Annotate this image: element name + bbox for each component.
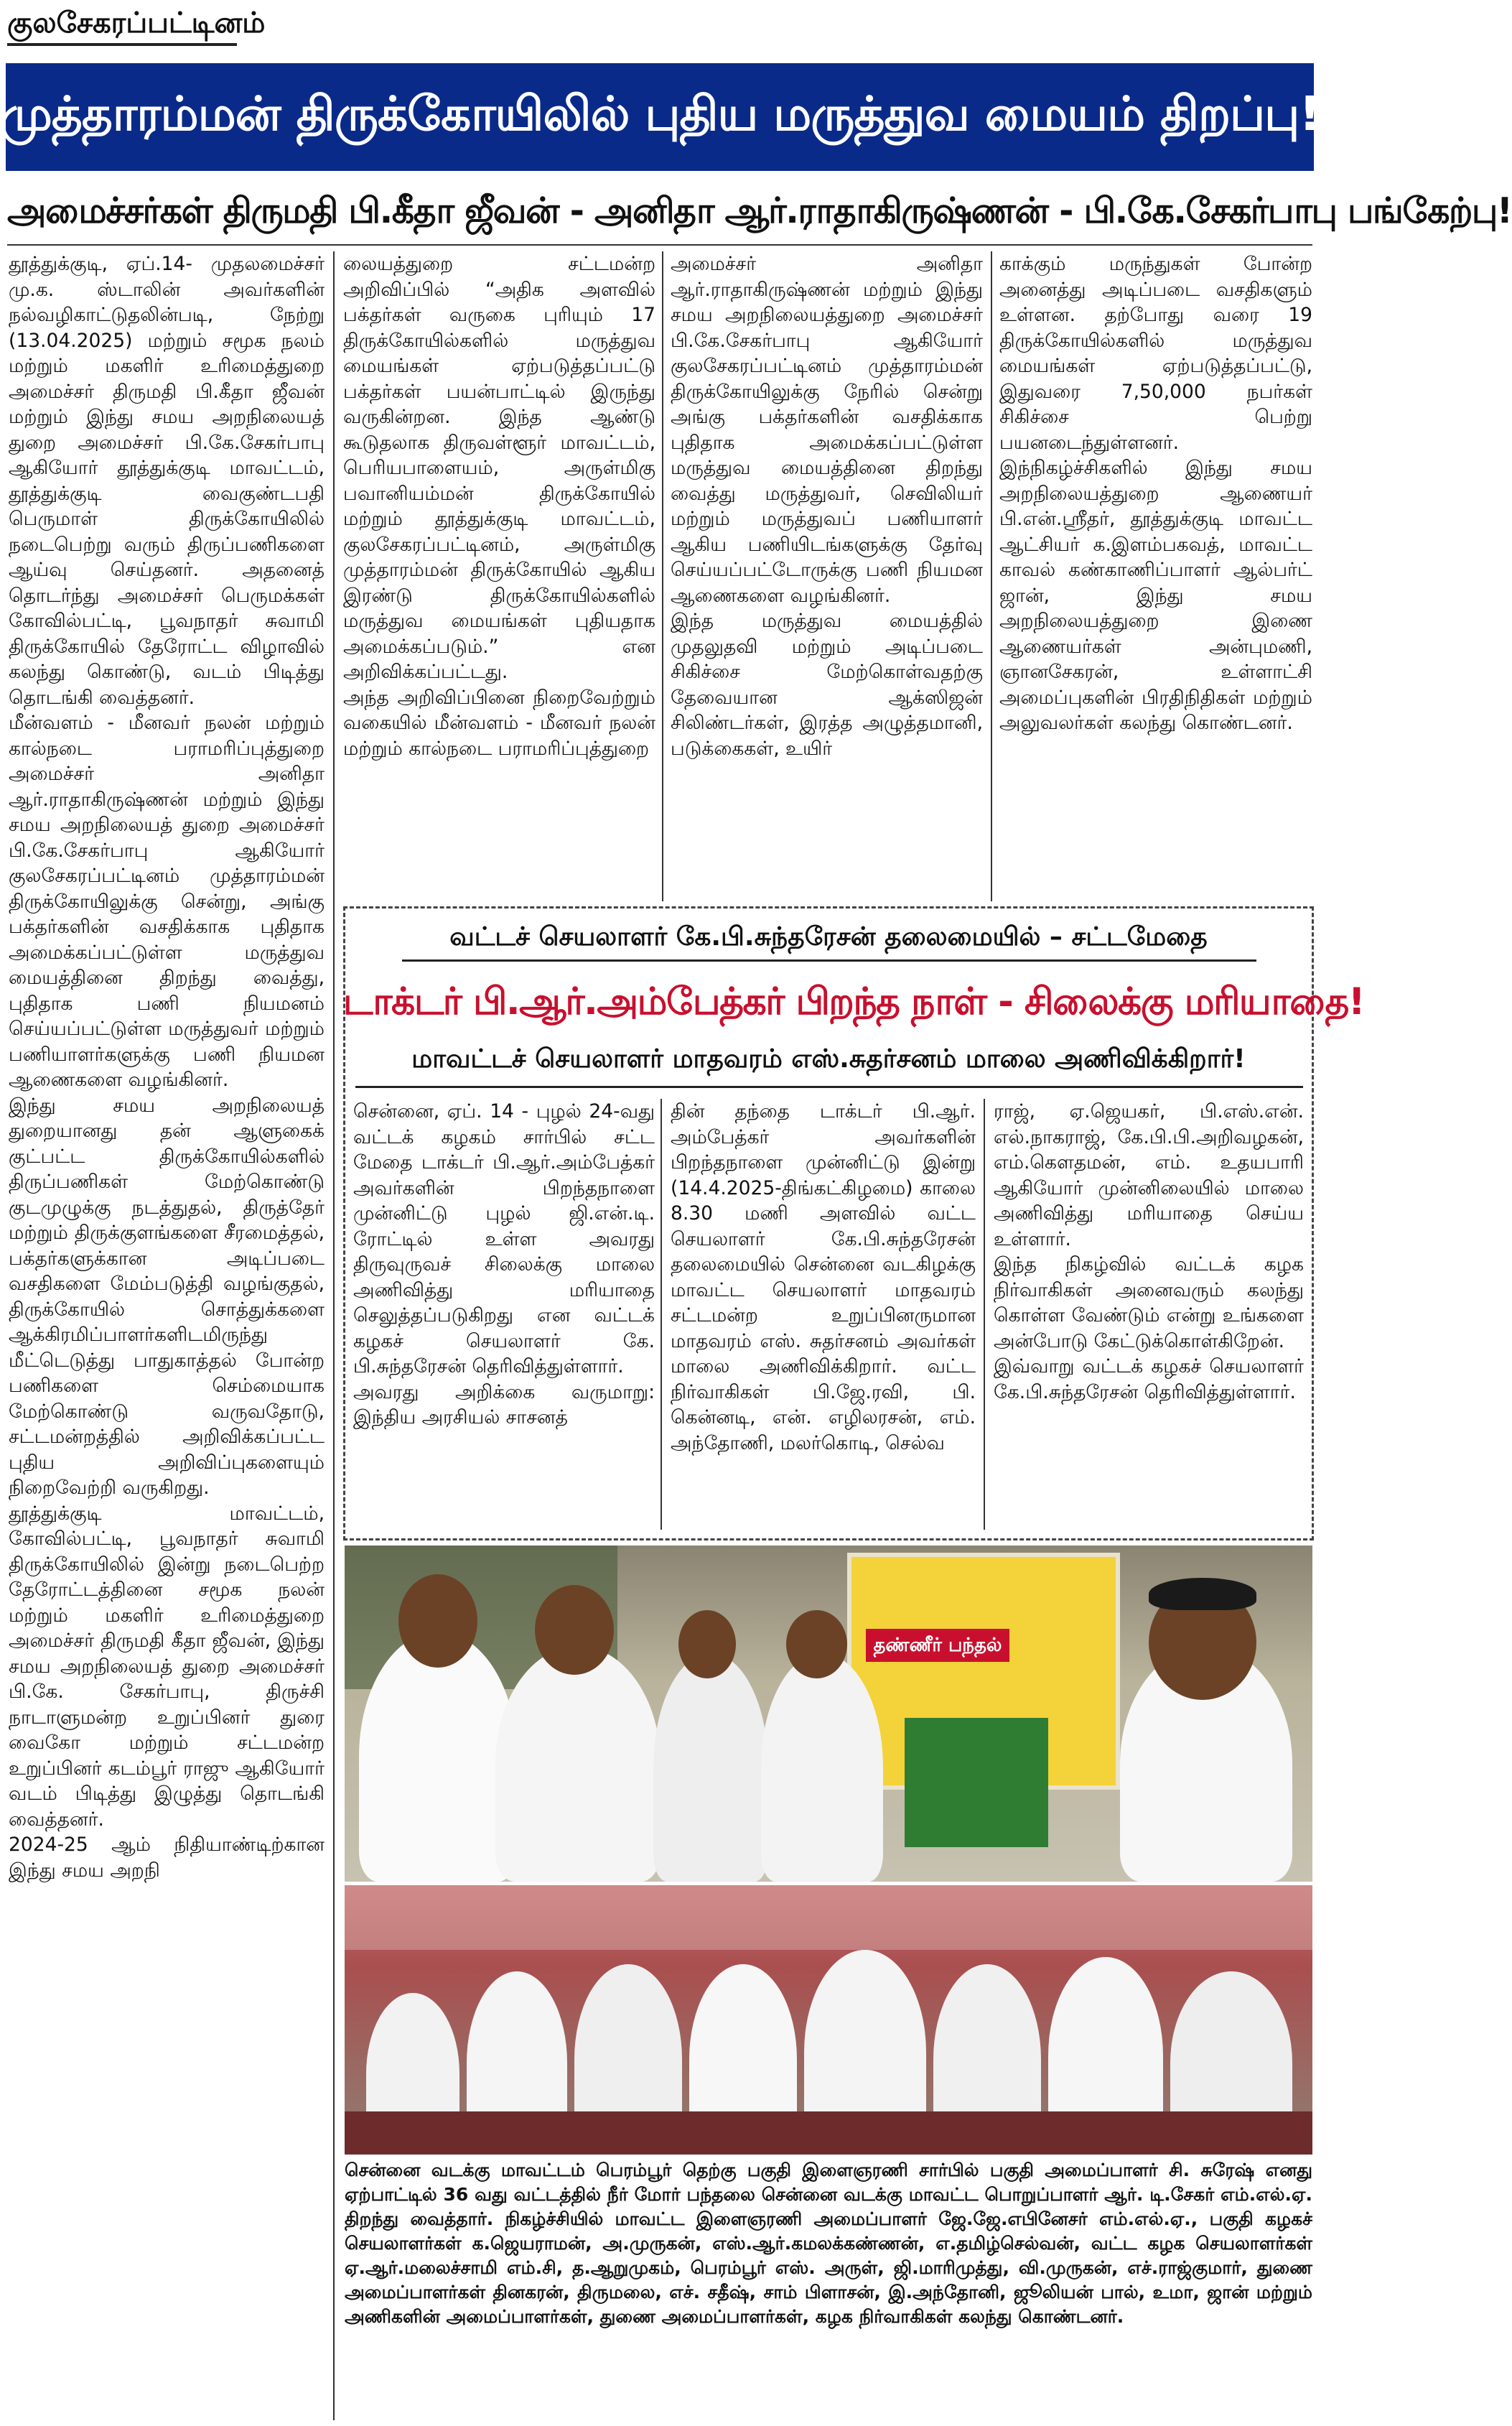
- person-figure: [653, 1653, 768, 1882]
- kicker-underline: [7, 43, 237, 46]
- table-with-drinks: [345, 2111, 1312, 2155]
- article-column-3: அமைச்சர் அனிதா ஆர்.ராதாகிருஷ்ணன் மற்றும் இந்து சமய அறநிலையத்துறை அமைச்சர் பி.கே.சேகர்பாபு ஆகியோர் குலசேகரப்பட்டினம் முத்தாரம்மன் திருக்கோயிலுக்கு நேரில் சென்று அங்கு பக்தர்களின் வசதிக்காக புதிதாக அமைக்கப்பட்டுள்ள மருத்துவ மையத்தினை திறந்து வைத்து மருத்துவர், செவிலியர் மற்றும் மருத்துவப் பணியாளர் ஆகிய பணியிடங்களுக்கு தேர்வு செய்யப்பட்டோருக்கு பணி நியமன ஆணைகளை வழங்கினர். இந்த மருத்துவ மையத்தில் முதலுதவி மற்றும் அடிப்படை சிகிச்சை மேற்கொள்வதற்கு தேவையான ஆக்ஸிஜன் சிலிண்டர்கள், இரத்த அழுத்தமானி, படுக்கைகள், உயிர்: [671, 253, 983, 760]
- stall-banner: தண்ணீர் பந்தல்: [866, 1629, 1009, 1662]
- photo-caption: சென்னை வடக்கு மாவட்டம் பெரம்பூர் தெற்கு பகுதி இளைஞரணி சார்பில் பகுதி அமைப்பாளர் சி. சுரேஷ் எனது ஏற்பாட்டில் 36 வது வட்டத்தில் நீர் மோர் பந்தலை சென்னை வடக்கு மாவட்ட பொறுப்பாளர் ஆர். டி.சேகர் எம்.எல்.ஏ. திறந்து வைத்தார். நிகழ்ச்சியில் மாவட்ட இளைஞரணி அமைப்பாளர் ஜே.ஜே.எபினேசர் எம்.எல்.ஏ., பகுதி கழகச் செயலாளர்கள் க.ஜெயராமன், அ.முருகன், எஸ்.ஆர்.கமலக்கண்ணன், எ.தமிழ்செல்வன், வட்ட கழக செயலாளர்கள் ஏ.ஆர்.மலைச்சாமி எம்.சி, த.ஆறுமுகம், பெரம்பூர் எஸ். அருள், ஜி.மாரிமுத்து, வி.முருகன், எச்.ராஜ்குமார், துணை அமைப்பாளர்கள் தினகரன், திருமலை, எச். சதீஷ், சாம் பிளாசன், இ.அந்தோனி, ஜூலியன் பால், உமா, ஜான் மற்றும் அணிகளின் அமைப்பாளர்கள், துணை அமைப்பாளர்கள், கழக நிர்வாகிகள் கலந்து கொண்டனர்.: [345, 2160, 1312, 2327]
- event-photo-1: [345, 1546, 1312, 1882]
- article-column-2: லையத்துறை சட்டமன்ற அறிவிப்பில் “அதிக அளவில் பக்தர்கள் வருகை புரியும் 17 திருக்கோயில்களில் மருத்துவ மையங்கள் ஏற்படுத்தப்பட்டு பக்தர்கள் பயன்பாட்டில் இருந்து வருகின்றன. இந்த ஆண்டு கூடுதலாக திருவள்ளூர் மாவட்டம், பெரியபாளையம், அருள்மிகு பவானியம்மன் திருக்கோயில் மற்றும் தூத்துக்குடி மாவட்டம், குலசேகரப்பட்டினம், அருள்மிகு முத்தாரம்மன் திருக்கோயில் ஆகிய இரண்டு திருக்கோயில்களில் மருத்துவ மையங்கள் புதியதாக அமைக்கப்படும்.” என அறிவிக்கப்பட்டது. அந்த அறிவிப்பினை நிறைவேற்றும் வகையில் மீன்வளம் - மீனவர் நலன் மற்றும் கால்நடை பராமரிப்புத்துறை: [343, 253, 655, 760]
- box-column-3: ராஜ், ஏ.ஜெயகர், பி.எஸ்.என். எல்.நாகராஜ், கே.பி.பி.அறிவழகன், எம்.கௌதமன், எம். உதயபாரி ஆகியோர் முன்னிலையில் மாலை அணிவித்து மரியாதை செய்ய உள்ளார். இந்த நிகழ்வில் வட்டக் கழக நிர்வாகிகள் அனைவரும் கலந்து கொள்ள வேண்டும் என்று உங்களை அன்போடு கேட்டுக்கொள்கிறேன். இவ்வாறு வட்டக் கழகச் செயலாளர் கே.பி.சுந்தரேசன் தெரிவித்துள்ளார்.: [994, 1100, 1304, 1403]
- person-figure: [359, 1632, 517, 1882]
- box-rule: [355, 1086, 1303, 1088]
- headline-banner: [0, 63, 1320, 171]
- person-figure: [761, 1653, 883, 1882]
- subhead-rule: [7, 244, 1312, 246]
- box-column-1: சென்னை, ஏப். 14 - புழல் 24-வது வட்டக் கழகம் சார்பில் சட்ட மேதை டாக்டர் பி.ஆர்.அம்பேத்கர் அவர்களின் பிறந்தநாளை முன்னிட்டு புழல் ஜி.என்.டி. ரோட்டில் உள்ள அவரது திருவுருவச் சிலைக்கு மாலை அணிவித்து மரியாதை செலுத்தப்படுகிறது என வட்டக் கழகச் செயலாளர் கே. பி.சுந்தரேசன் தெரிவித்துள்ளார். அவரது அறிக்கை வருமாறு: இந்திய அரசியல் சாசனத்: [353, 1100, 655, 1428]
- subheadline: அமைச்சர்கள் திருமதி பி.கீதா ஜீவன் - அனிதா ஆர்.ராதாகிருஷ்ணன் - பி.கே.சேகர்பாபு பங்கேற்பு!: [7, 190, 1512, 231]
- article-column-4: காக்கும் மருந்துகள் போன்ற அனைத்து அடிப்படை வசதிகளும் உள்ளன. தற்போது வரை 19 திருக்கோயில்களில் மருத்துவ மையங்கள் ஏற்படுத்தப்பட்டு, இதுவரை 7,50,000 நபர்கள் சிகிச்சை பெற்று பயனடைந்துள்ளனர். இந்நிகழ்ச்சிகளில் இந்து சமய அறநிலையத்துறை ஆணையர் பி.என்.ஸ்ரீதர், தூத்துக்குடி மாவட்ட ஆட்சியர் க.இளம்பகவத், மாவட்ட காவல் கண்காணிப்பாளர் ஆல்பர்ட் ஜான், இந்து சமய அறநிலையத்துறை இணை ஆணையர்கள் அன்புமணி, ஞானசேகரன், உள்ளாட்சி அமைப்புகளின் பிரதிநிதிகள் மற்றும் அலுவலர்கள் கலந்து கொண்டனர்.: [999, 253, 1312, 734]
- box-title: டாக்டர் பி.ஆர்.அம்பேத்கர் பிறந்த நாள் - சிலைக்கு மரியாதை!: [343, 980, 1365, 1023]
- box-kicker: வட்டச் செயலாளர் கே.பி.சுந்தரேசன் தலைமையில் – சட்டமேதை: [449, 922, 1208, 952]
- column-divider: [991, 251, 992, 901]
- person-hair: [1149, 1578, 1256, 1610]
- event-photo-2: [345, 1885, 1312, 2155]
- headline: முத்தாரம்மன் திருக்கோயிலில் புதிய மருத்துவ மையம் திறப்பு!: [0, 86, 1320, 141]
- person-head: [786, 1610, 847, 1678]
- person-head: [398, 1574, 477, 1668]
- box-subtitle: மாவட்டச் செயலாளர் மாதவரம் எஸ்.சுதர்சனம் மாலை அணிவிக்கிறார்!: [411, 1044, 1246, 1074]
- person-figure: [495, 1646, 661, 1882]
- article-column-1: தூத்துக்குடி, ஏப்.14- முதலமைச்சர் மு.க. ஸ்டாலின் அவர்களின் நல்வழிகாட்டுதலின்படி, நேற்று (13.04.2025) மற்றும் சமூக நலம் மற்றும் மகளிர் உரிமைத்துறை அமைச்சர் திருமதி பி.கீதா ஜீவன் மற்றும் இந்து சமய அறநிலையத் துறை அமைச்சர் பி.கே.சேகர்பாபு ஆகியோர் தூத்துக்குடி மாவட்டம், தூத்துக்குடி வைகுண்டபதி பெருமாள் திருக்கோயிலில் நடைபெற்று வரும் திருப்பணிகளை ஆய்வு செய்தனர். அதனைத் தொடர்ந்து அமைச்சர் பெருமக்கள் கோவில்பட்டி, பூவநாதர் சுவாமி திருக்கோயில் தேரோட்ட விழாவில் கலந்து கொண்டு, வடம் பிடித்து தொடங்கி வைத்தனர். மீன்வளம் - மீனவர் நலன் மற்றும் கால்நடை பராமரிப்புத்துறை அமைச்சர் அனிதா ஆர்.ராதாகிருஷ்ணன் மற்றும் இந்து சமய அறநிலையத் துறை அமைச்சர் பி.கே.சேகர்பாபு ஆகியோர் குலசேகரப்பட்டினம் முத்தாரம்மன் திருக்கோயிலுக்கு சென்று, அங்கு பக்தர்களின் வசதிக்காக புதிதாக அமைக்கப்பட்டுள்ள மருத்துவ மையத்தினை திறந்து வைத்து, புதிதாக பணி நியமனம் செய்யப்பட்டுள்ள மருத்துவர் மற்றும் பணியாளர்களுக்கு பணி நியமன ஆணைகளை வழங்கினர். இந்து சமய அறநிலையத் துறையானது தன் ஆளுகைக் குட்பட்ட திருக்கோயில்களில் திருப்பணிகள் மேற்கொண்டு குடமுழுக்கு நடத்துதல், திருத்தேர் மற்றும் திருக்குளங்களை சீரமைத்தல், பக்தர்களுக்கான அடிப்படை வசதிகளை மேம்படுத்தி வழங்குதல், திருக்கோயில் சொத்துக்களை ஆக்கிரமிப்பாளர்களிடமிருந்து மீட்டெடுத்து பாதுகாத்தல் போன்ற பணிகளை செம்மையாக மேற்கொண்டு வருவதோடு, சட்டமன்றத்தில் அறிவிக்கப்பட்ட புதிய அறிவிப்புகளையும் நிறைவேற்றி வருகிறது. தூத்துக்குடி மாவட்டம், கோவில்பட்டி, பூவநாதர் சுவாமி திருக்கோயிலில் இன்று நடைபெற்ற தேரோட்டத்தினை சமூக நலன் மற்றும் மகளிர் உரிமைத்துறை அமைச்சர் திருமதி கீதா ஜீவன், இந்து சமய அறநிலையத் துறை அமைச்சர் பி.கே. சேகர்பாபு, திருச்சி நாடாளுமன்ற உறுப்பினர் துரை வைகோ மற்றும் சட்டமன்ற உறுப்பினர் கடம்பூர் ராஜு ஆகியோர் வடம் பிடித்து இழுத்து தொடங்கி வைத்தனர். 2024-25 ஆம் நிதியாண்டிற்கான இந்து சமய அறநி: [9, 253, 325, 1882]
- person-head: [678, 1610, 736, 1678]
- column-divider: [662, 251, 663, 901]
- drink-dispenser: [905, 1718, 1048, 1847]
- box-column-2: தின் தந்தை டாக்டர் பி.ஆர். அம்பேத்கர் அவர்களின் பிறந்தநாளை முன்னிட்டு இன்று (14.4.2025-திங்கட்கிழமை) காலை 8.30 மணி அளவில் வட்ட செயலாளர் கே.பி.சுந்தரேசன் தலைமையில் சென்னை வடகிழக்கு மாவட்ட செயலாளர் மாதவரம் சட்டமன்ற உறுப்பினருமான மாதவரம் எஸ். சுதர்சனம் அவர்கள் மாலை அணிவிக்கிறார். வட்ட நிர்வாகிகள் பி.ஜே.ரவி, பி. கென்னடி, என். எழிலரசன், எம். அந்தோணி, மலர்கொடி, செல்வ: [671, 1100, 976, 1454]
- person-head: [535, 1585, 614, 1675]
- section-kicker: குலசேகரப்பட்டினம்: [7, 6, 266, 39]
- column-divider: [984, 1099, 985, 1530]
- box-kicker-rule: [402, 959, 1256, 962]
- column-divider: [661, 1099, 662, 1530]
- stage-banner: [345, 1885, 1312, 1950]
- column-divider: [333, 251, 335, 2420]
